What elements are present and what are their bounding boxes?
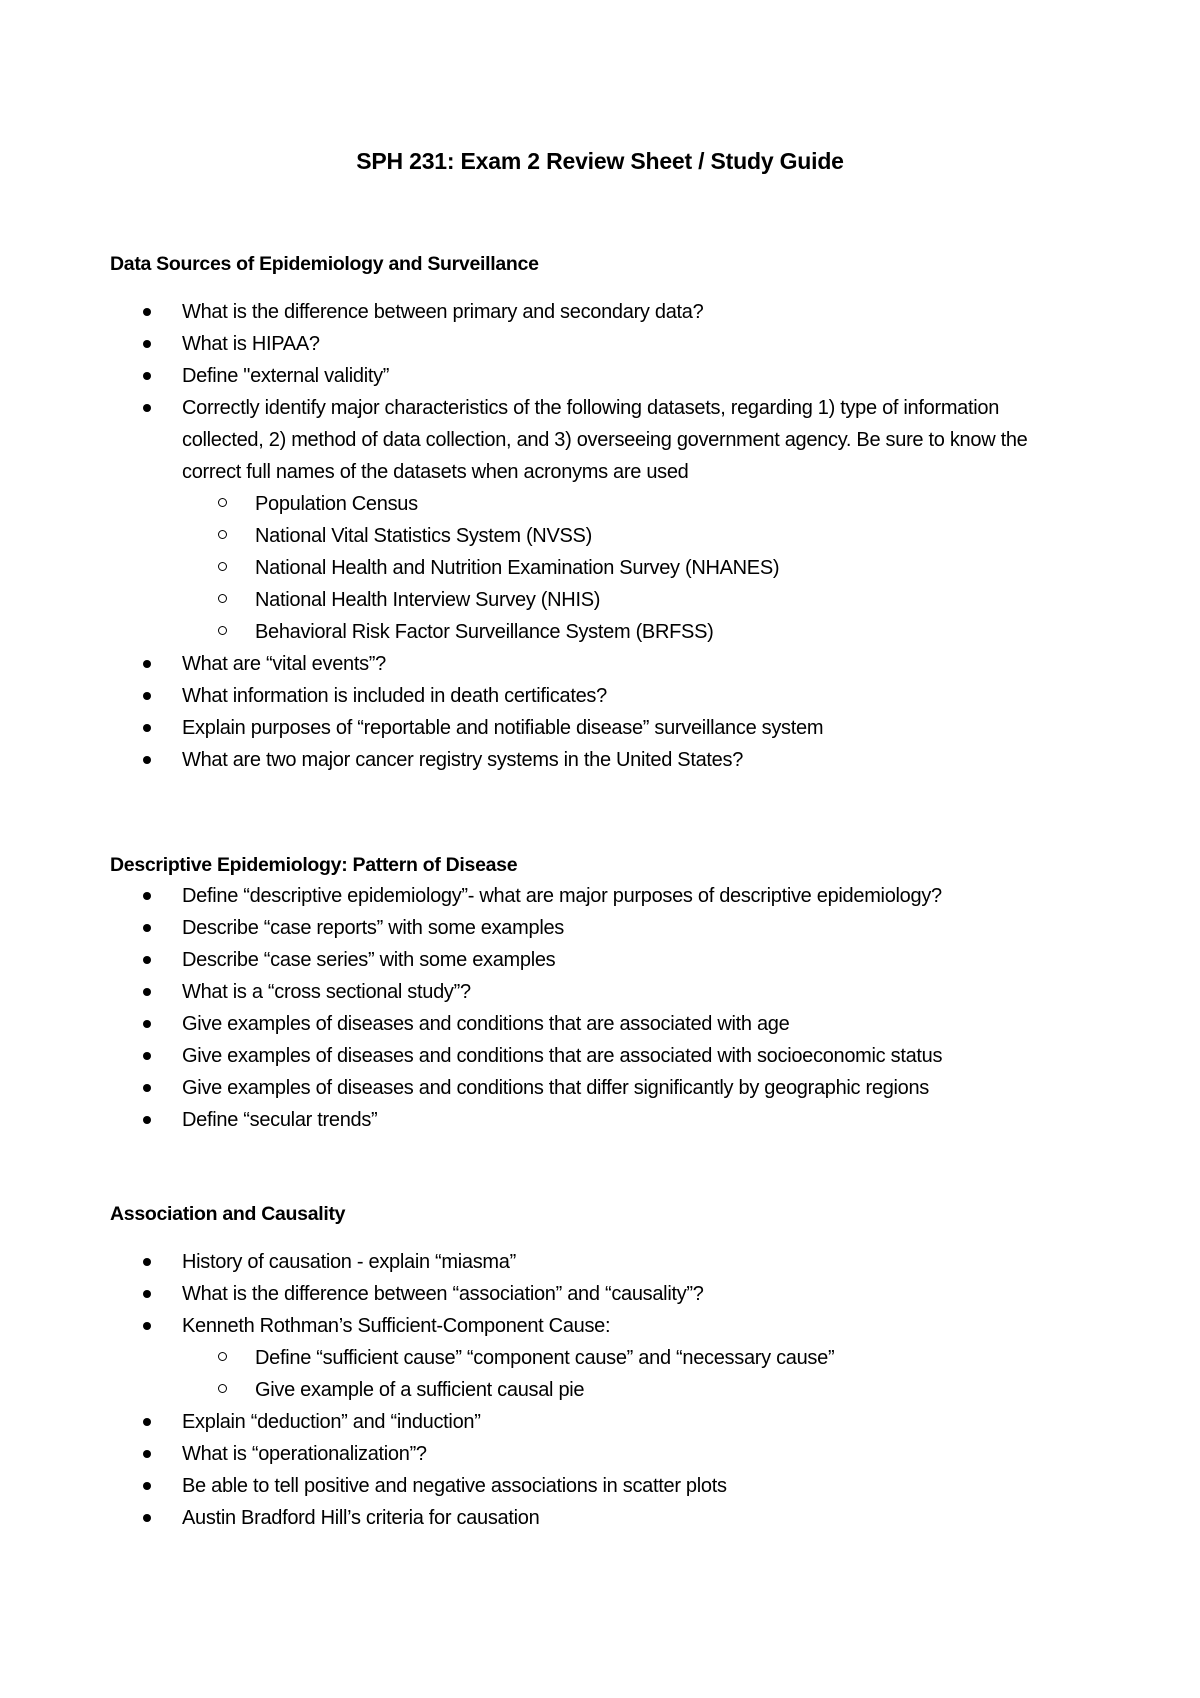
hollow-bullet-icon xyxy=(218,594,227,603)
bullet-icon xyxy=(143,892,151,900)
list-item: Describe “case reports” with some examples xyxy=(0,912,1082,944)
sub-list-item: Give example of a sufficient causal pie xyxy=(0,1374,1082,1406)
sub-list-item: National Vital Statistics System (NVSS) xyxy=(0,520,1082,552)
list-item: History of causation - explain “miasma” xyxy=(0,1246,1082,1278)
list-item: What are “vital events”? xyxy=(0,648,1082,680)
bullet-icon xyxy=(143,372,151,380)
bullet-icon xyxy=(143,1258,151,1266)
list-item: What are two major cancer registry systems in the United States? xyxy=(0,744,1082,776)
list-item: Describe “case series” with some examples xyxy=(0,944,1082,976)
bullet-icon xyxy=(143,756,151,764)
list-item: Give examples of diseases and conditions that are associated with socioeconomic status xyxy=(0,1040,1082,1072)
bullet-icon xyxy=(143,724,151,732)
bullet-icon xyxy=(143,1116,151,1124)
section-list-association-causality xyxy=(0,1246,1082,1534)
hollow-bullet-icon xyxy=(218,626,227,635)
hollow-bullet-icon xyxy=(218,498,227,507)
bullet-icon xyxy=(143,1514,151,1522)
bullet-icon xyxy=(143,660,151,668)
section-heading-data-sources: Data Sources of Epidemiology and Surveillance xyxy=(110,253,539,275)
sub-list-item: Population Census xyxy=(0,488,1082,520)
sub-list-item: National Health and Nutrition Examination Survey (NHANES) xyxy=(0,552,1082,584)
list-item: Explain “deduction” and “induction” xyxy=(0,1406,1082,1438)
list-item: What is a “cross sectional study”? xyxy=(0,976,1082,1008)
list-item: Explain purposes of “reportable and notifiable disease” surveillance system xyxy=(0,712,1082,744)
list-item: What is the difference between primary and secondary data? xyxy=(0,296,1082,328)
hollow-bullet-icon xyxy=(218,1352,227,1361)
bullet-icon xyxy=(143,1084,151,1092)
bullet-icon xyxy=(143,1052,151,1060)
list-item: Austin Bradford Hill’s criteria for causation xyxy=(0,1502,1082,1534)
list-item: What is HIPAA? xyxy=(0,328,1082,360)
bullet-icon xyxy=(143,924,151,932)
bullet-icon xyxy=(143,404,151,412)
hollow-bullet-icon xyxy=(218,562,227,571)
list-item: What is “operationalization”? xyxy=(0,1438,1082,1470)
list-item: Correctly identify major characteristics of the following datasets, regarding 1) type of information collected, 2) method of data collection, and 3) overseeing government agency. Be sure to know the correct full names of the datasets when acronyms are used xyxy=(0,392,1082,488)
list-item: What information is included in death certificates? xyxy=(0,680,1082,712)
bullet-icon xyxy=(143,1020,151,1028)
sub-list-item: Behavioral Risk Factor Surveillance System (BRFSS) xyxy=(0,616,1082,648)
section-heading-association-causality: Association and Causality xyxy=(110,1203,346,1225)
section-list-descriptive-epidemiology xyxy=(0,880,1082,1136)
page-title: SPH 231: Exam 2 Review Sheet / Study Guide xyxy=(356,148,844,174)
bullet-icon xyxy=(143,1450,151,1458)
list-item: Define “descriptive epidemiology”- what are major purposes of descriptive epidemiology? xyxy=(0,880,1082,912)
hollow-bullet-icon xyxy=(218,1384,227,1393)
list-item: Be able to tell positive and negative associations in scatter plots xyxy=(0,1470,1082,1502)
bullet-icon xyxy=(143,956,151,964)
bullet-icon xyxy=(143,988,151,996)
section-list-data-sources xyxy=(0,296,1082,776)
hollow-bullet-icon xyxy=(218,530,227,539)
list-item: Give examples of diseases and conditions that are associated with age xyxy=(0,1008,1082,1040)
bullet-icon xyxy=(143,308,151,316)
bullet-icon xyxy=(143,340,151,348)
list-item: Define "external validity” xyxy=(0,360,1082,392)
list-item: Define “secular trends” xyxy=(0,1104,1082,1136)
list-item: Kenneth Rothman’s Sufficient-Component Cause: xyxy=(0,1310,1082,1342)
list-item: Give examples of diseases and conditions that differ significantly by geographic regions xyxy=(0,1072,1082,1104)
bullet-icon xyxy=(143,1482,151,1490)
bullet-icon xyxy=(143,1322,151,1330)
bullet-icon xyxy=(143,1418,151,1426)
sub-list-item: Define “sufficient cause” “component cause” and “necessary cause” xyxy=(0,1342,1082,1374)
bullet-icon xyxy=(143,1290,151,1298)
bullet-icon xyxy=(143,692,151,700)
list-item: What is the difference between “association” and “causality”? xyxy=(0,1278,1082,1310)
sub-list-item: National Health Interview Survey (NHIS) xyxy=(0,584,1082,616)
section-heading-descriptive-epidemiology: Descriptive Epidemiology: Pattern of Disease xyxy=(110,854,518,876)
